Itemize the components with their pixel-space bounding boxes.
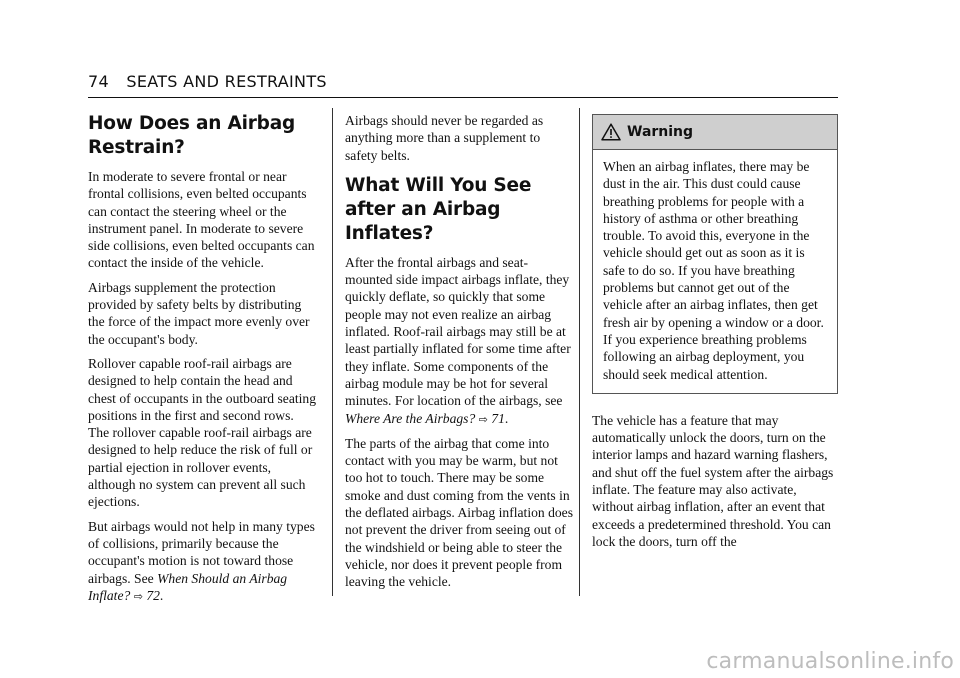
paragraph — [88, 518, 316, 605]
warning-header — [593, 115, 837, 150]
column-1 — [88, 112, 316, 612]
paragraph: Rollover capable roof-rail airbags are designed to help contain the head and chest of occupants in the outboard seating positions in the first and second rows. The rollover capable roof-rail airbags are designed to help reduce the risk of full or partial ejection in rollover events, although no system can prevent all such ejections. — [88, 355, 317, 510]
heading-what-you-see: What Will You See after an Airbag Inflates? — [345, 174, 532, 244]
paragraph — [345, 254, 573, 428]
section-title: SEATS AND RESTRAINTS — [126, 72, 327, 91]
warning-triangle-icon — [601, 123, 621, 141]
cross-reference-page: 71 — [491, 410, 505, 426]
period: . — [159, 587, 164, 603]
warning-title: Warning — [627, 124, 694, 140]
column-divider-1 — [332, 108, 333, 596]
cross-reference-title: Where Are the Airbags? — [345, 410, 476, 426]
paragraph: Airbags supplement the protection provided by safety belts by distributing the force of the impact more evenly over the occupant's body. — [88, 279, 310, 347]
page-header — [88, 72, 327, 91]
paragraph: Airbags should never be regarded as anything more than a supplement to safety belts. — [345, 113, 544, 163]
column-3 — [592, 112, 838, 557]
watermark: carmanualsonline.info — [706, 649, 954, 674]
paragraph: The vehicle has a feature that may automatically unlock the doors, turn on the interior lamps and hazard warning flashers, and shut off the fuel system after the airbags inflate. The feature may also activate, without airbag inflation, after an event that exceeds a predetermined threshold. You can lock the doors, turn off the — [592, 412, 834, 549]
cross-reference-link[interactable] — [345, 411, 505, 426]
warning-box — [592, 114, 838, 394]
paragraph: The parts of the airbag that come into contact with you may be warm, but not too hot to touch. There may be some smoke and dust coming from the vents in the deflated airbags. Airbag inflation does not prevent the driver from seeing out of the windshield or being able to steer the vehicle, nor does it prevent people from leaving the vehicle. — [345, 435, 574, 590]
warning-text: When an airbag inflates, there may be dust in the air. This dust could cause breathing problems for people with a history of asthma or other breathing trouble. To avoid this, everyone in the vehicle should get out as soon as it is safe to do so. If you have breathing problems but cannot get out of the vehicle after an airbag inflates, then get fresh air by opening a window or a door. If you experience breathing problems following an airbag deployment, you should seek medical attention. — [603, 159, 824, 382]
header-rule — [88, 97, 838, 98]
cross-reference-page: 72 — [146, 587, 160, 603]
paragraph-text: But airbags would not help in many types of collisions, primarily because the occupant's motion is not toward those airbags. See — [88, 518, 315, 586]
period: . — [504, 410, 509, 426]
paragraph: In moderate to severe frontal or near frontal collisions, even belted occupants can contact the steering wheel or the instrument panel. In moderate to severe side collisions, even belted occupants can contact the inside of the vehicle. — [88, 169, 315, 271]
page-arrow-icon: ⇨ — [478, 412, 488, 426]
heading-how-airbag-restrains: How Does an Airbag Restrain? — [88, 113, 296, 158]
column-divider-2 — [579, 108, 580, 596]
paragraph-text: After the frontal airbags and seat-mounted side impact airbags inflate, they quickly deflate, so quickly that some people may not even realize an airbag inflated. Roof-rail airbags may still be at least partially inflated for some time after they inflate. Some components of the airbag module may be hot for several minutes. For location of the airbags, see — [345, 254, 571, 409]
cross-reference-title: When Should an Airbag Inflate? — [88, 570, 288, 603]
warning-body — [593, 150, 837, 393]
column-2 — [345, 112, 573, 598]
page-number: 74 — [88, 72, 109, 91]
page-arrow-icon: ⇨ — [133, 589, 143, 603]
